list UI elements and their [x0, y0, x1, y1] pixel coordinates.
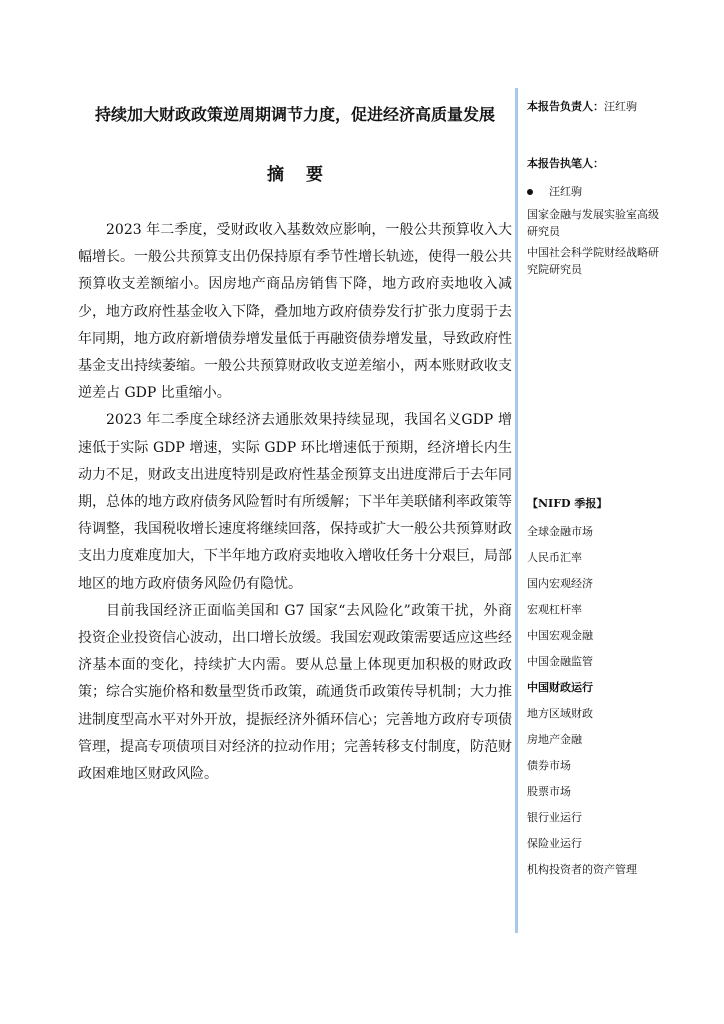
series-item: 银行业运行	[527, 811, 582, 824]
series-item: 股票市场	[527, 785, 571, 798]
series-item: 保险业运行	[527, 837, 582, 850]
authors-label: 本报告执笔人：	[527, 157, 604, 170]
author-name: 汪红驹	[549, 185, 582, 198]
series-item: 债券市场	[527, 759, 571, 772]
abstract-paragraph: 2023 年二季度全球经济去通胀效果持续显现，我国名义GDP 增速低于实际 GDP 增速，实际 GDP 环比增速低于预期，经济增长内生动力不足，财政支出进度特别是政府性基金预算支出进度滞后于去年同期，总体的地方政府债务风险暂时有所缓解；下半年美联储利率政策等待调整，我国税收增长速度将继续回落，保持或扩大一般公共预算财政支出力度难度加大，下半年地方政府卖地收入增收任务十分艰巨，局部地区的地方政府债务风险仍有隐忧。	[78, 412, 512, 592]
report-lead	[527, 98, 637, 116]
report-title: 持续加大财政政策逆周期调节力度，促进经济高质量发展	[94, 105, 495, 124]
series-item: 人民币汇率	[527, 551, 582, 564]
abstract-heading: 摘要	[267, 165, 345, 185]
series-item: 宏观杠杆率	[527, 603, 582, 616]
author-affiliation-2: 中国社会科学院财经战略研究院研究员	[527, 246, 659, 276]
series-item: 中国金融监管	[527, 655, 593, 668]
author-entry	[527, 183, 582, 201]
bullet-icon	[527, 189, 533, 195]
main-column	[78, 100, 512, 783]
series-item: 地方区域财政	[527, 707, 593, 720]
series-item-current: 中国财政运行	[527, 681, 593, 694]
report-lead-label: 本报告负责人：	[527, 100, 604, 113]
series-item: 房地产金融	[527, 733, 582, 746]
series-item: 全球金融市场	[527, 525, 593, 538]
author-affiliation-1: 国家金融与发展实验室高级研究员	[527, 208, 659, 238]
series-item: 中国宏观金融	[527, 629, 593, 642]
abstract-paragraph: 2023 年二季度，受财政收入基数效应影响，一般公共预算收入大幅增长。一般公共预算支出仍保持原有季节性增长轨迹，使得一般公共预算收支差额缩小。因房地产商品房销售下降，地方政府卖地收入减少，地方政府性基金收入下降，叠加地方政府债券发行扩张力度弱于去年同期，地方政府新增债券增发量低于再融资债券增发量，导致政府性基金支出持续萎缩。一般公共预算财政收支逆差缩小，两本账财政收支逆差占 GDP 比重缩小。	[78, 222, 512, 402]
sidebar-divider	[515, 88, 518, 933]
series-label: 【NIFD 季报】	[527, 497, 608, 510]
series-list	[527, 523, 637, 887]
abstract-paragraph: 目前我国经济正面临美国和 G7 国家“去风险化”政策干扰，外商投资企业投资信心波动，出口增长放缓。我国宏观政策需要适应这些经济基本面的变化，持续扩大内需。要从总量上体现更加积极的财政政策；综合实施价格和数量型货币政策，疏通货币政策传导机制；大力推进制度型高水平对外开放，提振经济外循环信心；完善地方政府专项债管理，提高专项债项目对经济的拉动作用；完善转移支付制度，防范财政困难地区财政风险。	[78, 602, 512, 783]
report-lead-name: 汪红驹	[604, 100, 637, 113]
abstract-body	[78, 217, 512, 788]
series-item: 国内宏观经济	[527, 577, 593, 590]
series-item: 机构投资者的资产管理	[527, 863, 637, 876]
